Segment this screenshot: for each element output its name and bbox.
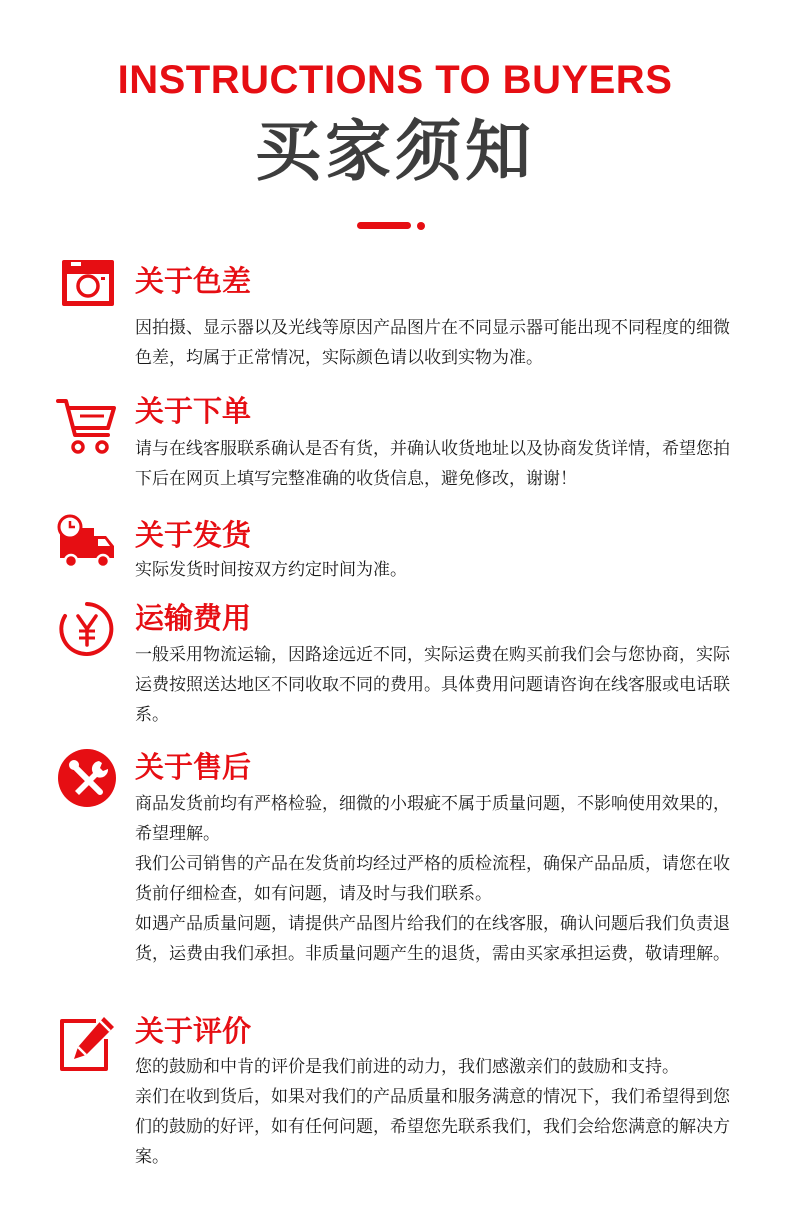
shopping-cart-icon	[56, 395, 118, 457]
section-paragraph: 一般采用物流运输，因路途远近不同，实际运费在购买前我们会与您协商，实际运费按照送达地区不同收取不同的费用。具体费用问题请咨询在线客服或电话联系。	[135, 645, 730, 725]
section-paragraph: 如遇产品质量问题，请提供产品图片给我们的在线客服，确认问题后我们负责退货，运费由我们承担。非质量问题产生的退货，需由买家承担运费，敬请理解。	[135, 914, 730, 964]
yen-icon	[56, 598, 118, 660]
page-title-chinese: 买家须知	[255, 113, 535, 190]
camera-icon	[56, 256, 118, 318]
section-title: 关于售后	[135, 750, 252, 784]
section-paragraph: 我们公司销售的产品在发货前均经过严格的质检流程，确保产品品质，请您在收货前仔细检查，如有问题，请及时与我们联系。	[135, 854, 730, 904]
section-paragraph: 请与在线客服联系确认是否有货，并确认收货地址以及协商发货详情，希望您拍下后在网页上填写完整准确的收货信息，避免修改，谢谢！	[135, 439, 730, 489]
section-title: 关于评价	[135, 1014, 252, 1048]
section-title: 关于色差	[135, 264, 252, 298]
section-title: 关于下单	[135, 394, 252, 428]
delivery-truck-icon	[56, 512, 118, 574]
section-title: 运输费用	[135, 601, 252, 635]
section-paragraph: 实际发货时间按双方约定时间为准。	[135, 560, 407, 580]
section-paragraph: 亲们在收到货后，如果对我们的产品质量和服务满意的情况下，我们希望得到您们的鼓励的好评，如有任何问题，希望您先联系我们，我们会给您满意的解决方案。	[135, 1087, 730, 1167]
title-divider-bar	[357, 222, 411, 229]
section-paragraph: 商品发货前均有严格检验，细微的小瑕疵不属于质量问题，不影响使用效果的，希望理解。	[135, 794, 730, 844]
tools-icon	[56, 747, 118, 809]
page-title-english: INSTRUCTIONS TO BUYERS	[117, 58, 673, 102]
section-paragraph: 因拍摄、显示器以及光线等原因产品图片在不同显示器可能出现不同程度的细微色差，均属于正常情况，实际颜色请以收到实物为准。	[135, 318, 730, 368]
title-divider-dot	[417, 222, 425, 230]
section-title: 关于发货	[135, 518, 252, 552]
section-paragraph: 您的鼓励和中肯的评价是我们前进的动力，我们感激亲们的鼓励和支持。	[135, 1057, 679, 1077]
edit-icon	[56, 1013, 118, 1075]
